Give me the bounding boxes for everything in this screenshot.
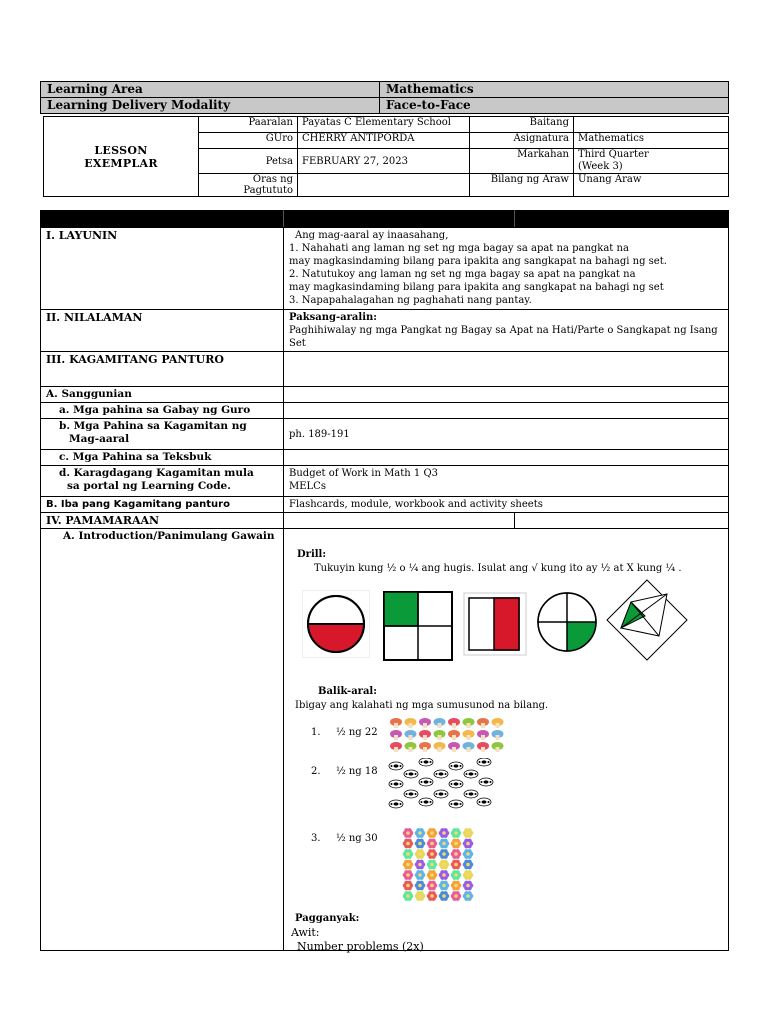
mushroom xyxy=(405,730,417,740)
layunin-line-1: 1. Nahahati ang laman ng set ng mga bagay sa apat na pangkat na xyxy=(289,243,629,254)
flower xyxy=(427,849,438,859)
soccer-ball xyxy=(389,762,403,770)
balik-label: Balik-aral: xyxy=(318,686,377,697)
soccer-ball xyxy=(449,762,463,770)
mushroom xyxy=(477,742,489,752)
iba-label: B. Iba pang Kagamitang panturo xyxy=(41,497,284,513)
mushroom xyxy=(390,718,402,728)
learning-area-label: Learning Area xyxy=(41,82,380,98)
drill-text: Tukuyin kung ½ o ¼ ang hugis. Isulat ang √ kung ito ay ½ at X kung ¼ . xyxy=(314,563,682,574)
soccer-ball xyxy=(419,798,433,806)
flower xyxy=(415,881,426,891)
black-header-row xyxy=(41,211,729,228)
mushrooms-picture xyxy=(390,716,508,756)
flower xyxy=(451,881,462,891)
mushroom xyxy=(419,730,431,740)
header-table xyxy=(40,81,729,114)
markahan-line2: (Week 3) xyxy=(578,161,623,172)
modality-label: Learning Delivery Modality xyxy=(41,98,380,114)
nilalaman-content xyxy=(284,310,729,352)
layunin-line-2: may magkasindaming bilang para ipakita ang sangkapat na bahagi ng set. xyxy=(289,256,667,267)
flower xyxy=(427,870,438,880)
soccer-ball xyxy=(464,790,478,798)
flower xyxy=(463,828,474,838)
item-3-text: ½ ng 30 xyxy=(336,833,378,844)
soccer-ball xyxy=(419,758,433,766)
gabay-label: a. Mga pahina sa Gabay ng Guro xyxy=(41,403,284,419)
mushroom xyxy=(448,718,460,728)
flower xyxy=(403,849,414,859)
pagganyak-label: Pagganyak: xyxy=(295,913,360,924)
flower xyxy=(415,828,426,838)
iba-value: Flashcards, module, workbook and activity sheets xyxy=(284,497,729,513)
flower xyxy=(427,860,438,870)
mushroom xyxy=(463,718,475,728)
flower xyxy=(451,849,462,859)
flowers-picture xyxy=(400,826,476,902)
balik-text: Ibigay ang kalahati ng mga sumusunod na bilang. xyxy=(295,700,549,711)
paaralan-value: Payatas C Elementary School xyxy=(298,117,470,133)
flower xyxy=(403,891,414,901)
petsa-value: FEBRUARY 27, 2023 xyxy=(298,149,470,174)
modality-value: Face-to-Face xyxy=(380,98,729,114)
flower xyxy=(427,891,438,901)
mushroom xyxy=(448,730,460,740)
flower xyxy=(415,870,426,880)
soccer-ball xyxy=(434,790,448,798)
karagdagan-line2: sa portal ng Learning Code. xyxy=(67,480,231,492)
baitang-label: Baitang xyxy=(470,117,574,133)
oras-label: Oras ng Pagtututo xyxy=(199,174,298,197)
mushroom xyxy=(419,742,431,752)
petsa-label: Petsa xyxy=(199,149,298,174)
flower xyxy=(463,891,474,901)
soccer-ball xyxy=(389,780,403,788)
kagamitan-mag-aaral-label xyxy=(41,419,284,450)
flower xyxy=(415,839,426,849)
bilang-label: Bilang ng Araw xyxy=(470,174,574,197)
flower xyxy=(463,860,474,870)
flower xyxy=(439,870,450,880)
item-1-text: ½ ng 22 xyxy=(336,727,378,738)
flower xyxy=(451,828,462,838)
number-problems: Number problems (2x) xyxy=(297,940,424,953)
intro-label: A. Introduction/Panimulang Gawain xyxy=(41,529,284,951)
mushroom xyxy=(448,742,460,752)
karagdagan-value-line1: Budget of Work in Math 1 Q3 xyxy=(289,468,439,479)
mushroom xyxy=(390,742,402,752)
guro-value: CHERRY ANTIPORDA xyxy=(298,133,470,149)
nilalaman-label: II. NILALAMAN xyxy=(41,310,284,352)
flower xyxy=(451,839,462,849)
flower xyxy=(415,891,426,901)
flower xyxy=(439,828,450,838)
mushroom xyxy=(434,742,446,752)
flower xyxy=(415,860,426,870)
flower xyxy=(403,881,414,891)
karagdagan-value-line2: MELCs xyxy=(289,481,326,492)
markahan-value xyxy=(574,149,729,174)
kagamitan-value: ph. 189-191 xyxy=(284,419,729,450)
flower xyxy=(439,839,450,849)
sanggunian-label: A. Sanggunian xyxy=(41,387,284,403)
item-2-num: 2. xyxy=(311,766,321,777)
baitang-value xyxy=(574,117,729,133)
soccer-ball xyxy=(449,780,463,788)
guro-label: GUro xyxy=(199,133,298,149)
layunin-label: I. LAYUNIN xyxy=(41,228,284,310)
flower xyxy=(451,870,462,880)
karagdagan-line1: d. Karagdagang Kagamitan mula xyxy=(59,467,254,479)
mushroom xyxy=(463,742,475,752)
soccer-ball xyxy=(404,770,418,778)
item-1-num: 1. xyxy=(311,727,321,738)
lesson-exemplar-table xyxy=(43,116,729,197)
quarter-circle-shape xyxy=(535,590,599,654)
bilang-value: Unang Araw xyxy=(574,174,729,197)
soccer-ball xyxy=(449,800,463,808)
mushroom xyxy=(477,730,489,740)
teksbuk-label: c. Mga Pahina sa Teksbuk xyxy=(41,450,284,466)
karagdagan-value xyxy=(284,466,729,497)
kagamitan-line1: b. Mga Pahina sa Kagamitan ng xyxy=(59,420,247,432)
flower xyxy=(403,828,414,838)
asignatura-label: Asignatura xyxy=(470,133,574,149)
flower xyxy=(439,891,450,901)
paaralan-label: Paaralan xyxy=(199,117,298,133)
layunin-line-4: may magkasindaming bilang para ipakita ang sangkapat na bahagi ng set xyxy=(289,282,664,293)
soccer-ball xyxy=(477,758,491,766)
soccer-ball xyxy=(419,778,433,786)
lesson-exemplar-title xyxy=(44,117,199,197)
flower xyxy=(463,849,474,859)
flower xyxy=(415,849,426,859)
title-line1: LESSON xyxy=(94,143,148,157)
flower xyxy=(439,860,450,870)
half-rectangle-shape xyxy=(463,592,527,656)
mushroom xyxy=(390,730,402,740)
mushroom xyxy=(405,718,417,728)
flower xyxy=(439,881,450,891)
paksa-label: Paksang-aralin: xyxy=(289,312,377,323)
mushroom xyxy=(492,718,504,728)
awit-label: Awit: xyxy=(291,926,320,939)
soccer-balls-picture xyxy=(386,758,502,816)
flower xyxy=(403,870,414,880)
flower xyxy=(427,828,438,838)
pamamaraan-label: IV. PAMAMARAAN xyxy=(41,513,284,529)
half-circle-shape xyxy=(302,590,370,658)
flower xyxy=(403,839,414,849)
quarter-square-shape xyxy=(382,590,454,662)
learning-area-value: Mathematics xyxy=(380,82,729,98)
flower xyxy=(451,860,462,870)
flower xyxy=(427,839,438,849)
mushroom xyxy=(477,718,489,728)
oras-value xyxy=(298,174,470,197)
flower xyxy=(463,881,474,891)
markahan-label: Markahan xyxy=(470,149,574,174)
flower xyxy=(427,881,438,891)
layunin-line-5: 3. Napapahalagahan ng paghahati nang pantay. xyxy=(289,295,532,306)
quarter-diamond-shape xyxy=(605,578,689,662)
mushroom xyxy=(492,742,504,752)
mushroom xyxy=(405,742,417,752)
markahan-line1: Third Quarter xyxy=(578,149,649,160)
kagamitan-label: III. KAGAMITANG PANTURO xyxy=(41,352,284,387)
drill-label: Drill: xyxy=(297,549,327,560)
flower xyxy=(439,849,450,859)
flower xyxy=(451,891,462,901)
layunin-line-0: Ang mag-aaral ay inaasahang, xyxy=(295,230,449,241)
mushroom xyxy=(463,730,475,740)
flower xyxy=(463,839,474,849)
item-2-text: ½ ng 18 xyxy=(336,766,378,777)
soccer-ball xyxy=(389,800,403,808)
layunin-content xyxy=(284,228,729,310)
mushroom xyxy=(434,718,446,728)
asignatura-value: Mathematics xyxy=(574,133,729,149)
flower xyxy=(403,860,414,870)
soccer-ball xyxy=(434,770,448,778)
mushroom xyxy=(492,730,504,740)
soccer-ball xyxy=(477,798,491,806)
flower xyxy=(463,870,474,880)
paksa-value: Paghihiwalay ng mga Pangkat ng Bagay sa Apat na Hati/Parte o Sangkapat ng Isang Set xyxy=(289,325,718,349)
kagamitan-line2: Mag-aaral xyxy=(69,433,130,445)
soccer-ball xyxy=(464,770,478,778)
mushroom xyxy=(419,718,431,728)
item-3-num: 3. xyxy=(311,833,321,844)
soccer-ball xyxy=(404,790,418,798)
karagdagan-label xyxy=(41,466,284,497)
layunin-line-3: 2. Natutukoy ang laman ng set ng mga bagay sa apat na pangkat na xyxy=(289,269,636,280)
mushroom xyxy=(434,730,446,740)
soccer-ball xyxy=(479,778,493,786)
title-line2: EXEMPLAR xyxy=(84,156,158,170)
